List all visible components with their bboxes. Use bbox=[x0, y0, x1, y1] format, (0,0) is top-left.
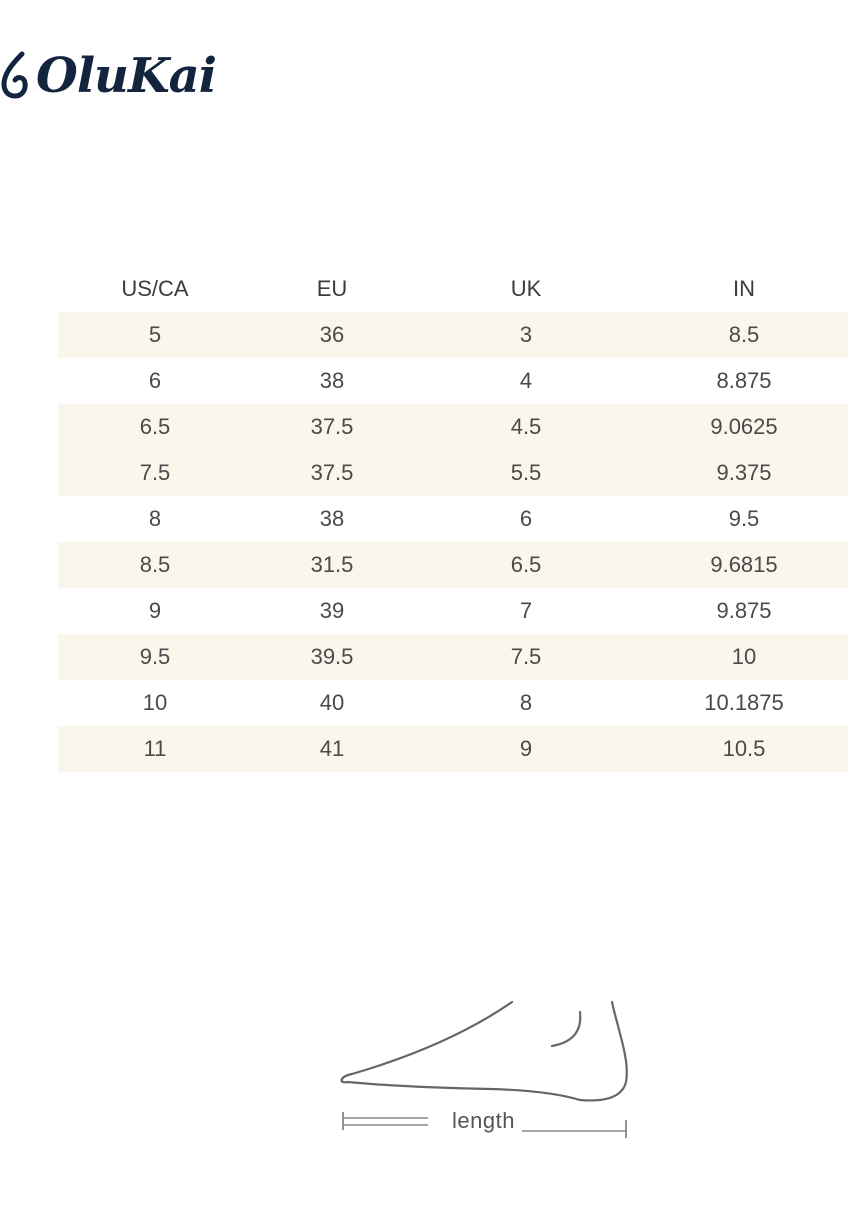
cell-us-ca: 9.5 bbox=[58, 634, 252, 680]
cell-us-ca: 8 bbox=[148, 506, 162, 531]
table-row bbox=[58, 496, 848, 542]
cell-uk: 7.5 bbox=[412, 634, 640, 680]
cell-eu: 41 bbox=[252, 726, 412, 772]
cell-uk: 3 bbox=[412, 312, 640, 358]
table-row bbox=[58, 312, 848, 358]
cell-in: 9.375 bbox=[640, 450, 848, 496]
cell-eu: 37.5 bbox=[252, 450, 412, 496]
table-row bbox=[58, 450, 848, 496]
length-label: length bbox=[452, 1108, 515, 1133]
table-header-row bbox=[58, 266, 848, 312]
cell-in: 9.0625 bbox=[640, 404, 848, 450]
cell-eu: 37.5 bbox=[252, 404, 412, 450]
table-row bbox=[58, 680, 848, 726]
cell-uk: 7 bbox=[519, 598, 533, 623]
cell-us-ca: 10 bbox=[142, 690, 168, 715]
cell-us-ca: 11 bbox=[58, 726, 252, 772]
table-row bbox=[58, 588, 848, 634]
cell-us-ca: 8.5 bbox=[58, 542, 252, 588]
cell-us-ca: 6 bbox=[148, 368, 162, 393]
size-chart-table bbox=[58, 266, 848, 772]
cell-uk: 5.5 bbox=[412, 450, 640, 496]
cell-uk: 6 bbox=[519, 506, 533, 531]
cell-uk: 4.5 bbox=[412, 404, 640, 450]
header-uk: UK bbox=[510, 276, 542, 301]
sole-outline bbox=[348, 1082, 580, 1100]
cell-uk: 9 bbox=[412, 726, 640, 772]
table-row bbox=[58, 358, 848, 404]
table-row bbox=[58, 634, 848, 680]
cell-eu: 36 bbox=[252, 312, 412, 358]
table-row bbox=[58, 542, 848, 588]
header-eu: EU bbox=[316, 276, 348, 301]
cell-eu: 31.5 bbox=[252, 542, 412, 588]
cell-us-ca: 6.5 bbox=[58, 404, 252, 450]
header-us-ca: US/CA bbox=[121, 276, 189, 301]
cell-uk: 8 bbox=[519, 690, 533, 715]
cell-eu: 38 bbox=[319, 368, 345, 393]
cell-eu: 39.5 bbox=[252, 634, 412, 680]
cell-in: 9.6815 bbox=[640, 542, 848, 588]
cell-in: 10 bbox=[640, 634, 848, 680]
foot-outline-top bbox=[352, 1002, 512, 1074]
cell-uk: 4 bbox=[519, 368, 533, 393]
header-in: IN bbox=[733, 276, 755, 301]
cell-eu: 39 bbox=[319, 598, 345, 623]
ankle-curve bbox=[552, 1012, 580, 1046]
cell-us-ca: 5 bbox=[58, 312, 252, 358]
cell-in: 8.5 bbox=[640, 312, 848, 358]
cell-eu: 40 bbox=[319, 690, 345, 715]
heel-outline bbox=[580, 1002, 627, 1100]
cell-eu: 38 bbox=[319, 506, 345, 531]
cell-in: 9.875 bbox=[716, 598, 772, 623]
cell-us-ca: 9 bbox=[148, 598, 162, 623]
fishhook-icon bbox=[0, 50, 34, 102]
table-row bbox=[58, 404, 848, 450]
cell-in: 10.5 bbox=[640, 726, 848, 772]
cell-uk: 6.5 bbox=[412, 542, 640, 588]
table-row bbox=[58, 726, 848, 772]
brand-name: OluKai bbox=[36, 48, 216, 104]
cell-in: 9.5 bbox=[728, 506, 760, 531]
cell-us-ca: 7.5 bbox=[58, 450, 252, 496]
cell-in: 10.1875 bbox=[704, 690, 784, 715]
toe-outline bbox=[342, 1074, 352, 1082]
brand-logo bbox=[0, 46, 216, 106]
cell-in: 8.875 bbox=[716, 368, 772, 393]
